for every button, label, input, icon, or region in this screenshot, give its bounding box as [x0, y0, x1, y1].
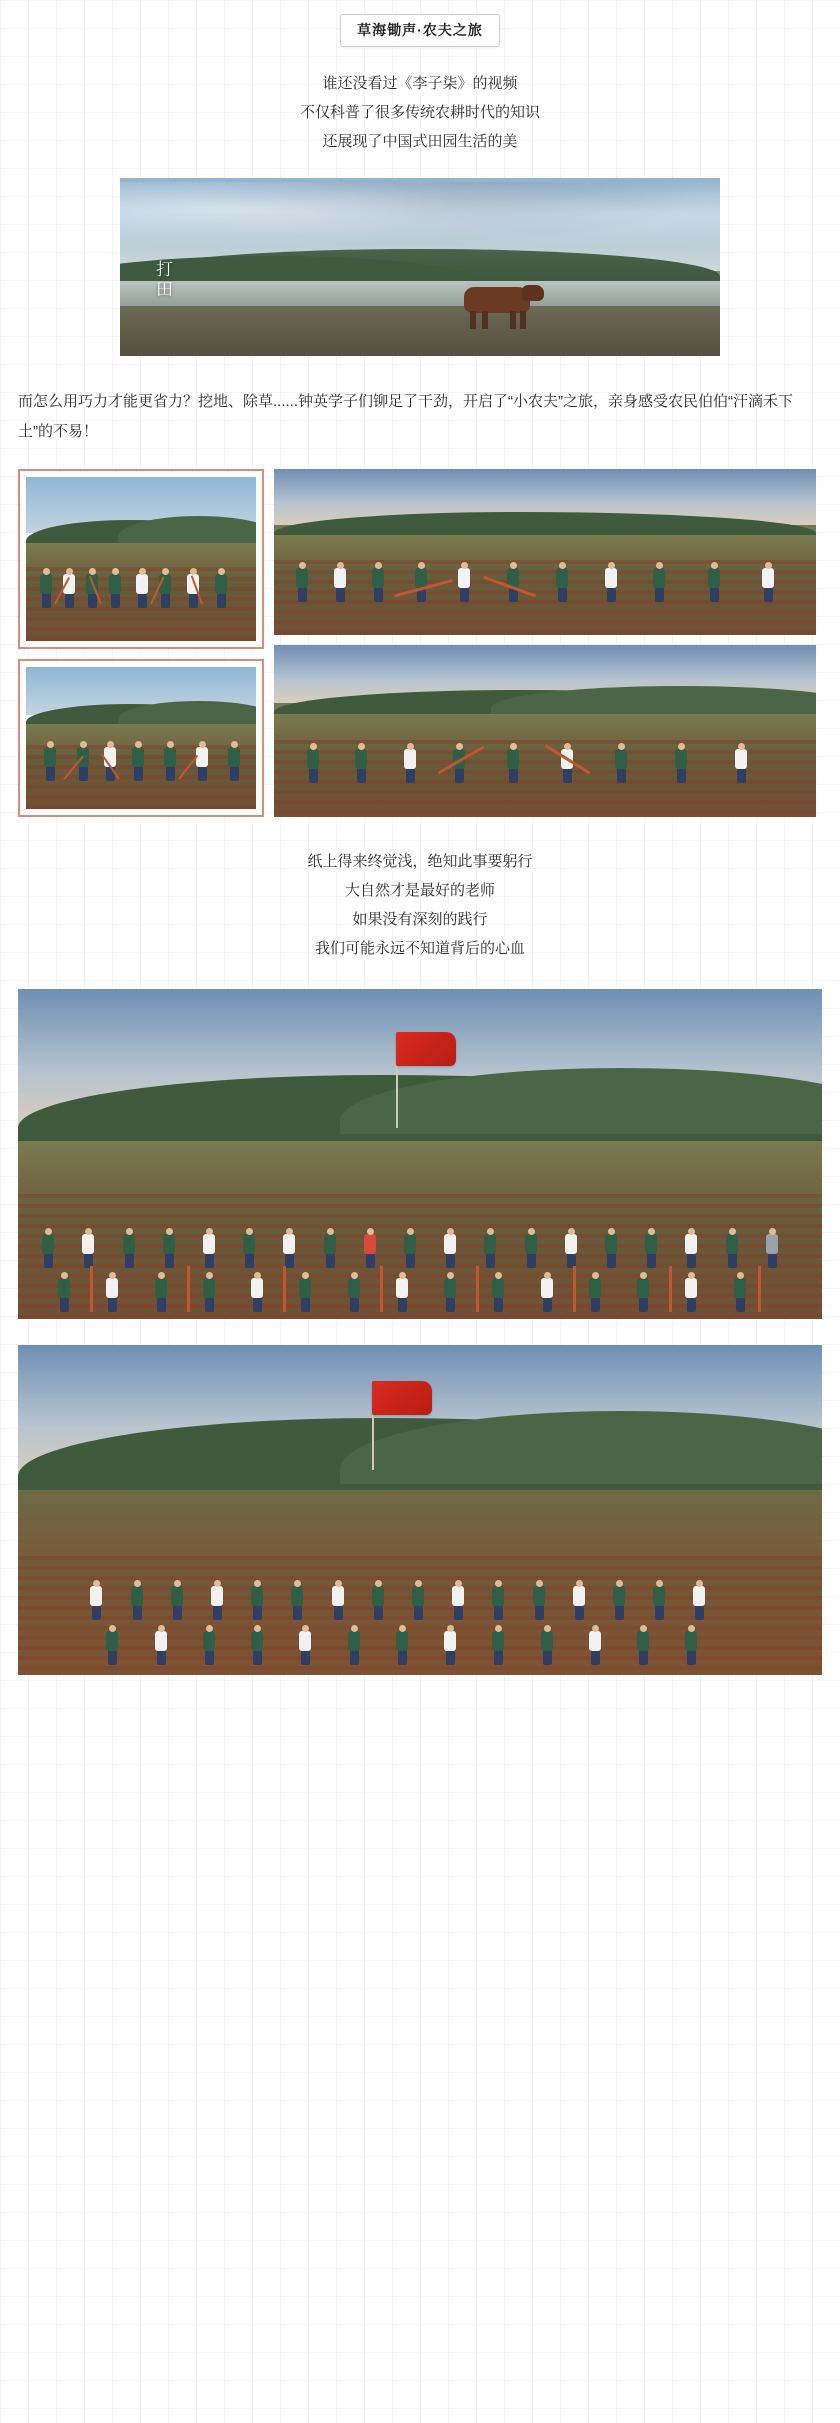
verse-line-1: 纸上得来终觉浅，绝知此事要躬行: [307, 853, 533, 870]
gallery-photo-1: [18, 469, 264, 649]
national-flag-1: [396, 1032, 456, 1066]
page-title: 草海锄声·农夫之旅: [340, 14, 500, 47]
intro-line-3: 还展现了中国式田园生活的美: [322, 133, 518, 150]
hero-field: [120, 306, 720, 356]
hero-image-wrap: [0, 178, 840, 361]
student-crowd-1: [18, 1147, 822, 1319]
page-bottom-spacer: [0, 1675, 840, 1715]
hero-ox: [456, 281, 548, 331]
intro-line-2: 不仅科普了很多传统农耕时代的知识: [299, 104, 540, 121]
title-bar: [0, 0, 840, 47]
hero-watermark: [156, 260, 175, 300]
body-paragraph: 而怎么用巧力才能更省力？挖地、除草......钟英学子们铆足了干劲，开启了“小农夫”之旅，亲身感受农民伯伯“汗滴禾下土”的不易！: [18, 393, 793, 440]
gallery-photo-3: [18, 659, 264, 817]
hero-video-still: [120, 178, 720, 356]
group-photo-1: [18, 989, 822, 1319]
gallery-photo-4: [274, 645, 816, 817]
verse-line-4: 我们可能永远不知道背后的心血: [314, 940, 525, 957]
hero-clouds: [120, 182, 720, 253]
intro-text: [0, 69, 840, 156]
national-flag-2: [372, 1381, 432, 1415]
hero-watermark-line-1: 打: [156, 259, 175, 279]
hero-watermark-line-2: 田: [156, 279, 175, 299]
intro-line-1: 谁还没看过《李子柒》的视频: [322, 75, 518, 92]
student-crowd-2: [18, 1503, 822, 1675]
verse-line-2: 大自然才是最好的老师: [344, 882, 495, 899]
verse-text: [0, 847, 840, 963]
photo-gallery: [18, 469, 822, 817]
verse-line-3: 如果没有深刻的践行: [352, 911, 488, 928]
group-photo-2: [18, 1345, 822, 1675]
gallery-column-right: [274, 469, 816, 817]
gallery-photo-2: [274, 469, 816, 635]
gallery-column-left: [18, 469, 264, 817]
